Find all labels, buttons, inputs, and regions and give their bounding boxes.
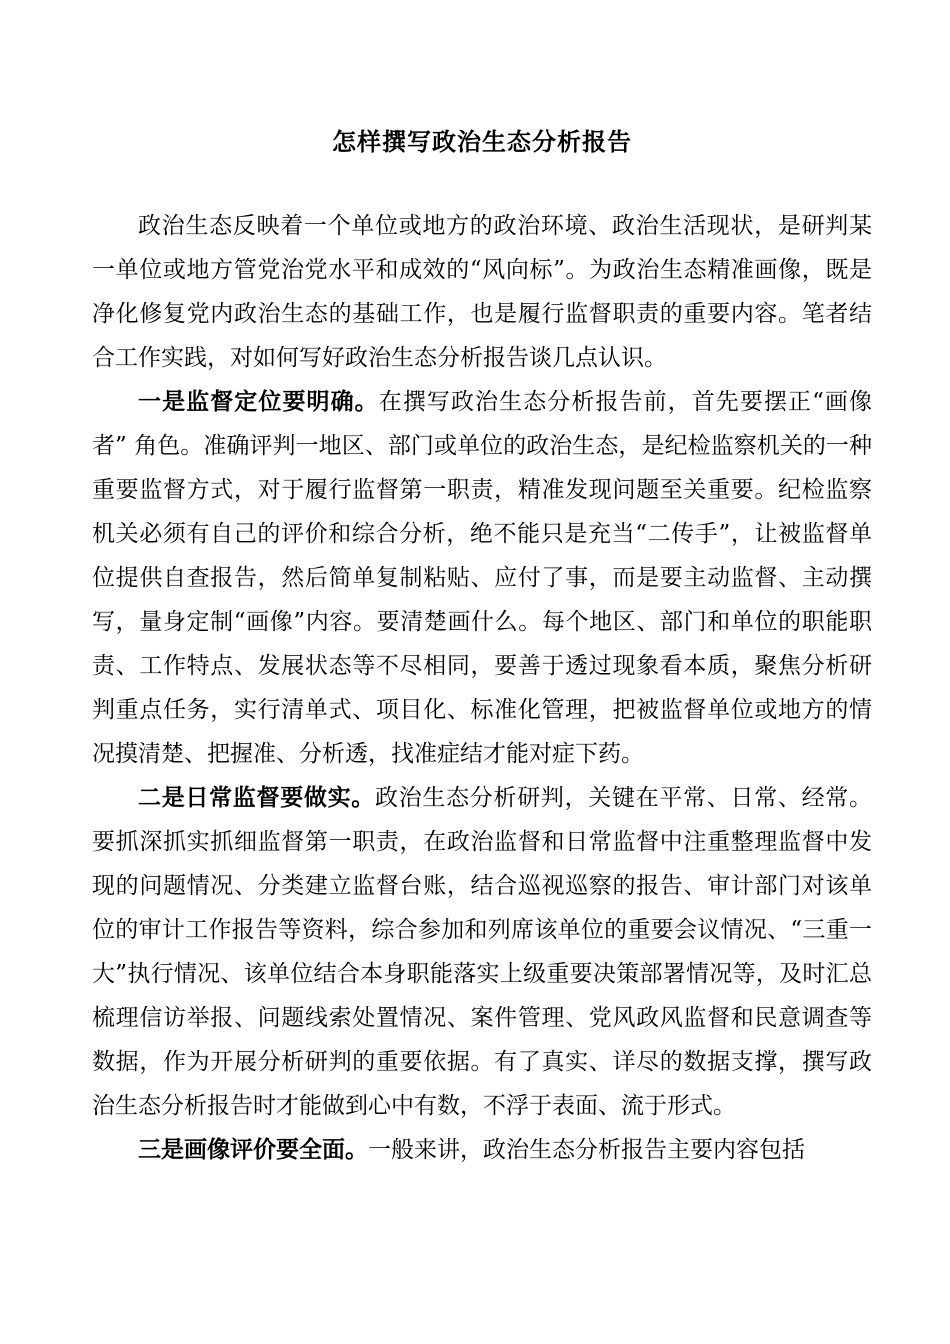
paragraph-lead: 二是日常监督要做实。 <box>138 784 375 811</box>
document-page <box>92 120 872 1172</box>
paragraph-point-1 <box>92 380 872 776</box>
paragraph-intro <box>92 204 872 380</box>
paragraph-text: 政治生态分析研判，关键在平常、日常、经常。要抓深抓实抓细监督第一职责，在政治监督和日常监督中注重整理监督中发现的问题情况、分类建立监督台账，结合巡视巡察的报告、审计部门对该单位的审计工作报告等资料，综合参加和列席该单位的重要会议情况、“三重一大”执行情况、该单位结合本身职能落实上级重要决策部署情况等，及时汇总梳理信访举报、问题线索处置情况、案件管理、党风政风监督和民意调查等数据，作为开展分析研判的重要依据。有了真实、详尽的数据支撑，撰写政治生态分析报告时才能做到心中有数，不浮于表面、流于形式。 <box>92 785 873 1119</box>
paragraph-text: 一般来讲，政治生态分析报告主要内容包括 <box>368 1137 805 1163</box>
paragraph-lead: 一是监督定位要明确。 <box>138 388 379 415</box>
paragraph-point-2 <box>92 776 872 1128</box>
document-title: 怎样撰写政治生态分析报告 <box>332 127 632 156</box>
paragraph-lead: 三是画像评价要全面。 <box>138 1136 368 1163</box>
paragraph-text: 在撰写政治生态分析报告前，首先要摆正“画像者” 角色。准确评判一地区、部门或单位的政治生态，是纪检监察机关的一种重要监督方式，对于履行监督第一职责，精准发现问题至关重要。纪检监察机关必须有自己的评价和综合分析，绝不能只是充当“二传手”，让被监督单位提供自查报告，然后简单复制粘贴、应付了事，而是要主动监督、主动撰写，量身定制“画像”内容。要清楚画什么。每个地区、部门和单位的职能职责、工作特点、发展状态等不尽相同，要善于透过现象看本质，聚焦分析研判重点任务，实行清单式、项目化、标准化管理，把被监督单位或地方的情况摸清楚、把握准、分析透，找准症结才能对症下药。 <box>92 389 872 767</box>
paragraph-point-3 <box>92 1128 872 1172</box>
paragraph-text: 政治生态反映着一个单位或地方的政治环境、政治生活现状，是研判某一单位或地方管党治党水平和成效的“风向标”。为政治生态精准画像，既是净化修复党内政治生态的基础工作，也是履行监督职责的重要内容。笔者结合工作实践，对如何写好政治生态分析报告谈几点认识。 <box>92 213 872 371</box>
